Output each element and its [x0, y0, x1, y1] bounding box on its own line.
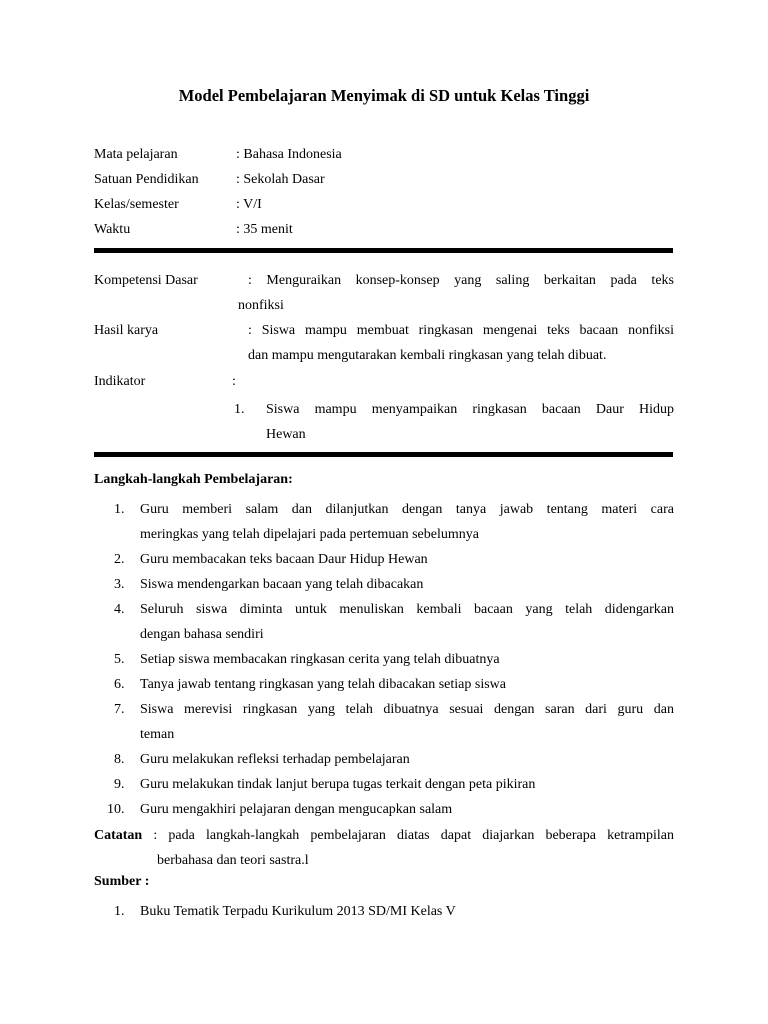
hasil-text-line2: dan mampu mengutarakan kembali ringkasan yang telah dibuat.: [248, 348, 607, 363]
catatan-text-line2: berbahasa dan teori sastra.l: [157, 853, 309, 868]
step-number: 7.: [114, 702, 125, 717]
identity-label: Satuan Pendidikan: [94, 172, 199, 187]
step-text: Guru mengakhiri pelajaran dengan mengucapkan salam: [140, 802, 453, 817]
identity-label: Kelas/semester: [94, 197, 179, 212]
steps-heading: Langkah-langkah Pembelajaran:: [94, 472, 293, 487]
step-number: 6.: [114, 677, 125, 692]
step-text: Setiap siswa membacakan ringkasan cerita yang telah dibuatnya: [140, 652, 500, 667]
list-item: [94, 597, 674, 647]
step-number: 4.: [114, 602, 125, 617]
identity-row: [94, 147, 342, 172]
hasil-label: Hasil karya: [94, 323, 159, 338]
kompetensi-text-line2: nonfiksi: [238, 298, 284, 313]
sumber-number: 1.: [114, 904, 125, 919]
step-text: Siswa mendengarkan bacaan yang telah dibacakan: [140, 577, 424, 592]
section-divider: [94, 452, 673, 457]
sumber-heading: Sumber :: [94, 874, 150, 889]
identity-value: : V/I: [236, 197, 262, 212]
hasil-text-line1: : Siswa mampu membuat ringkasan mengenai teks bacaan nonfiksi: [248, 323, 674, 338]
catatan-label: Catatan: [94, 828, 143, 843]
indikator-text-line2: Hewan: [266, 427, 306, 442]
identity-table: [94, 147, 342, 247]
identity-row: [94, 197, 342, 222]
kompetensi-section: [94, 268, 674, 318]
catatan-line1: [94, 823, 674, 848]
indikator-section: [94, 369, 674, 394]
section-divider: [94, 248, 673, 253]
step-number: 3.: [114, 577, 125, 592]
step-text-cont: meringkas yang telah dipelajari pada pertemuan sebelumnya: [140, 527, 479, 542]
indikator-number: 1.: [234, 402, 245, 417]
steps-list: [94, 497, 674, 822]
step-text: Tanya jawab tentang ringkasan yang telah dibacakan setiap siswa: [140, 677, 506, 692]
list-item: [94, 572, 674, 597]
identity-value: : 35 menit: [236, 222, 293, 237]
identity-row: [94, 172, 342, 197]
list-item: [94, 797, 674, 822]
step-number: 10.: [107, 802, 125, 817]
step-text: Guru membacakan teks bacaan Daur Hidup Hewan: [140, 552, 428, 567]
identity-label: Mata pelajaran: [94, 147, 178, 162]
list-item: [94, 497, 674, 547]
list-item: [94, 672, 674, 697]
step-text: Guru memberi salam dan dilanjutkan dengan tanya jawab tentang materi cara: [140, 502, 674, 517]
identity-label: Waktu: [94, 222, 131, 237]
step-text: Siswa merevisi ringkasan yang telah dibuatnya sesuai dengan saran dari guru dan: [140, 702, 674, 717]
step-number: 8.: [114, 752, 125, 767]
step-number: 2.: [114, 552, 125, 567]
identity-value: : Bahasa Indonesia: [236, 147, 342, 162]
catatan-section: [94, 823, 674, 873]
document-title: Model Pembelajaran Menyimak di SD untuk Kelas Tinggi: [178, 86, 590, 105]
indikator-text-line1: Siswa mampu menyampaikan ringkasan bacaan Daur Hidup: [266, 402, 674, 417]
step-text: Guru melakukan tindak lanjut berupa tugas terkait dengan peta pikiran: [140, 777, 536, 792]
identity-value: : Sekolah Dasar: [236, 172, 325, 187]
step-text: Seluruh siswa diminta untuk menuliskan kembali bacaan yang telah didengarkan: [140, 602, 674, 617]
step-number: 1.: [114, 502, 125, 517]
indikator-label: Indikator: [94, 374, 146, 389]
kompetensi-text-line1: : Menguraikan konsep-konsep yang saling berkaitan pada teks: [248, 273, 674, 288]
kompetensi-label: Kompetensi Dasar: [94, 273, 198, 288]
sumber-list: [94, 899, 674, 924]
identity-row: [94, 222, 342, 247]
list-item: [94, 697, 674, 747]
step-text-cont: dengan bahasa sendiri: [140, 627, 264, 642]
step-text-cont: teman: [140, 727, 175, 742]
indikator-colon: :: [232, 374, 236, 389]
step-number: 9.: [114, 777, 125, 792]
list-item: [94, 547, 674, 572]
list-item: [94, 747, 674, 772]
step-number: 5.: [114, 652, 125, 667]
list-item: [94, 647, 674, 672]
catatan-text: : pada langkah-langkah pembelajaran diatas dapat diajarkan beberapa ketrampilan: [142, 828, 674, 843]
list-item: [94, 772, 674, 797]
sumber-text: Buku Tematik Terpadu Kurikulum 2013 SD/MI Kelas V: [140, 904, 456, 919]
step-text: Guru melakukan refleksi terhadap pembelajaran: [140, 752, 410, 767]
hasil-section: [94, 318, 674, 368]
